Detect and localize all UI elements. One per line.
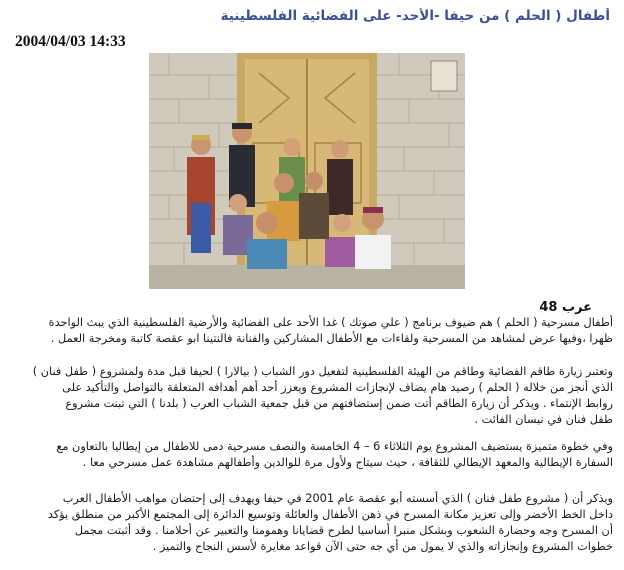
paragraph-line: ظهرا ،وفيها عرض لمشاهد من المسرحية ولقاءات مع الأطفال المشاركين والفنانة فالنتينا ابو عقصة كاتبة ومخرجة العمل . <box>50 332 613 345</box>
paragraph-line: ويذكر أن ( مشروع طفل فنان ) الذي أسسته أبو عقصة عام 2001 في حيفا ويهدف إلى إحتضان مواهب الأطفال العرب <box>62 492 613 505</box>
article-paragraph-3 <box>10 439 613 471</box>
article-paragraph-2 <box>10 364 613 428</box>
paragraph-line: وفي خطوة متميزة يستضيف المشروع يوم الثلاثاء 6 – 4 الخامسة والنصف مسرحية دمى للاطفال من إيطاليا بالتعاون مع <box>56 440 613 453</box>
article-paragraph-1 <box>10 315 613 347</box>
paragraph-line: داخل الخط الأخضر وإلى تعزيز مكانة المسرح في ذهن الأطفال والعائلة وتوسيع الدائرة إلى المجتمع الأكبر من منطلق يؤكد <box>47 508 613 521</box>
article-photo <box>149 53 465 289</box>
paragraph-line: السفارة الإيطالية والمعهد الإيطالي للثقافة ، حيث سيتاح ولأول مرة للوالدين وأطفالهم مشاهدة عمل مسرحي معا . <box>82 456 613 469</box>
article-headline: أطفال ( الحلم ) من حيفا -الأحد- على الفضائية الفلسطينية <box>220 8 610 24</box>
paragraph-line: أطفال مسرحية ( الحلم ) هم ضيوف برنامج ( علي صوتك ) غدا الأحد على الفضائية والأرضية الفلسطينية الذي يبث الواحدة <box>48 316 613 329</box>
article-source: عرب 48 <box>539 300 592 315</box>
article-paragraph-4 <box>10 491 613 555</box>
paragraph-line: روابط الإنتماء . ويذكر أن زيارة الطاقم أتت ضمن إستضافتهم من قبل جمعية الشباب العرب ( بلدنا ) التي تبنت مشروع <box>65 397 613 410</box>
paragraph-line: الذي أنجز من خلاله ( الحلم ) رصيد هام يضاف لإنجازات المشروع ويعزز أحد أهم أهدافه المتعلقة بالتواصل والتأكيد على <box>62 381 613 394</box>
paragraph-line: أن المسرح وجه وحضارة الشعوب وبشكل منبرا أساسيا لطرح قضايانا وهمومنا والتعبير عن أحلامنا . وقد أثبتت مجمل <box>74 524 613 537</box>
article-timestamp: 2004/04/03 14:33 <box>15 33 126 50</box>
paragraph-line: وتعتبر زيارة طاقم الفضائية وطاقم من الهيئة الفلسطينية لتفعيل دور الشباب ( بيالارا ) لحيفا قبل مدة ولمشروع ( طفل فنان ) <box>32 365 613 378</box>
paragraph-line: طفل فنان في نيسان الفائت . <box>474 413 613 426</box>
paragraph-line: خطوات المشروع وإنجازاته والذي لا يمول من أي جه حتى الآن قواعد مغايرة لأسس النجاح والتميز . <box>152 540 613 553</box>
